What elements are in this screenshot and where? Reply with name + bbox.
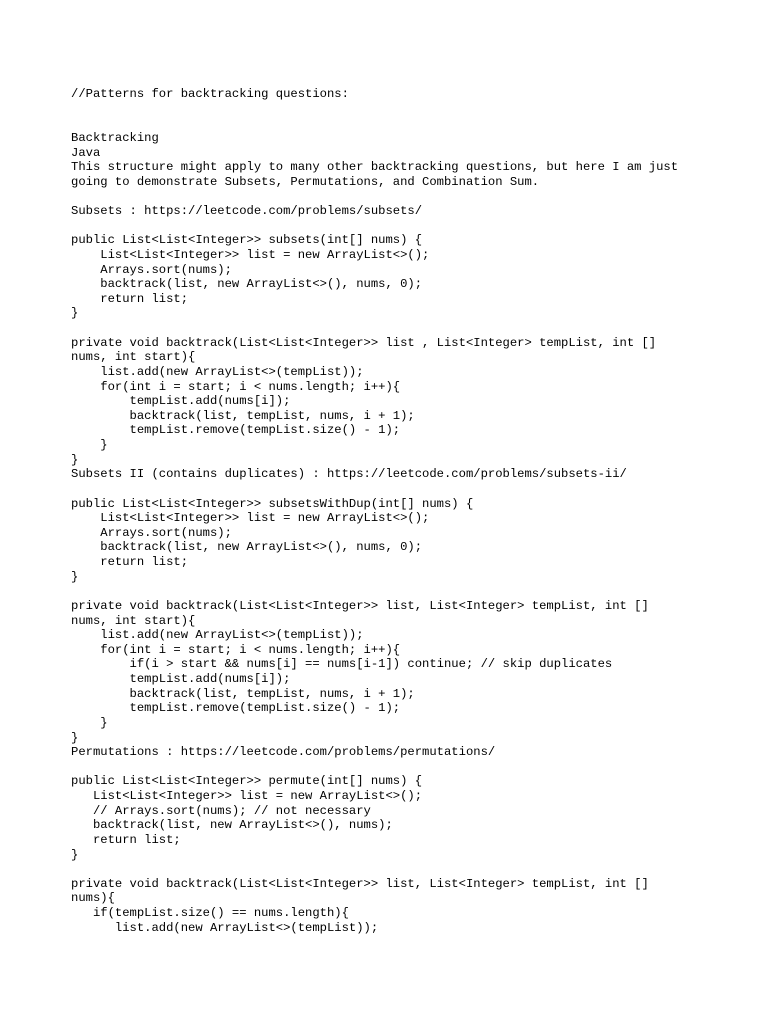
document-text: //Patterns for backtracking questions: Backtracking Java This structure might apply to many other backtracking questions, but here I am just going to demonstrate Subsets, Permutations, and Combination Sum. Subsets : https://leetcode.com/problems/subsets/ public List<List<Integer>> subsets(int[] nums) { List<List<Integer>> list = new ArrayList<>(); Arrays.sort(nums); backtrack(list, new ArrayList<>(), nums, 0); return list; } private void backtrack(List<List<Integer>> list , List<Integer> tempList, int [] nums, int start){ list.add(new ArrayList<>(tempList)); for(int i = start; i < nums.length; i++){ tempList.add(nums[i]); backtrack(list, tempList, nums, i + 1); tempList.remove(tempList.size() - 1); } } Subsets II (contains duplicates) : https://leetcode.com/problems/subsets-ii/ public List<List<Integer>> subsetsWithDup(int[] nums) { List<List<Integer>> list = new ArrayList<>(); Arrays.sort(nums); backtrack(list, new ArrayList<>(), nums, 0); return list; } private void backtrack(List<List<Integer>> list, List<Integer> tempList, int [] nums, int start){ list.add(new ArrayList<>(tempList)); for(int i = start; i < nums.length; i++){ if(i > start && nums[i] == nums[i-1]) continue; // skip duplicates tempList.add(nums[i]); backtrack(list, tempList, nums, i + 1); tempList.remove(tempList.size() - 1); } } Permutations : https://leetcode.com/problems/permutations/ public List<List<Integer>> permute(int[] nums) { List<List<Integer>> list = new ArrayList<>(); // Arrays.sort(nums); // not necessary backtrack(list, new ArrayList<>(), nums); return list; } private void backtrack(List<List<Integer>> list, List<Integer> tempList, int [] nums){ if(tempList.size() == nums.length){ list.add(new ArrayList<>(tempList)); [71, 87, 679, 935]
